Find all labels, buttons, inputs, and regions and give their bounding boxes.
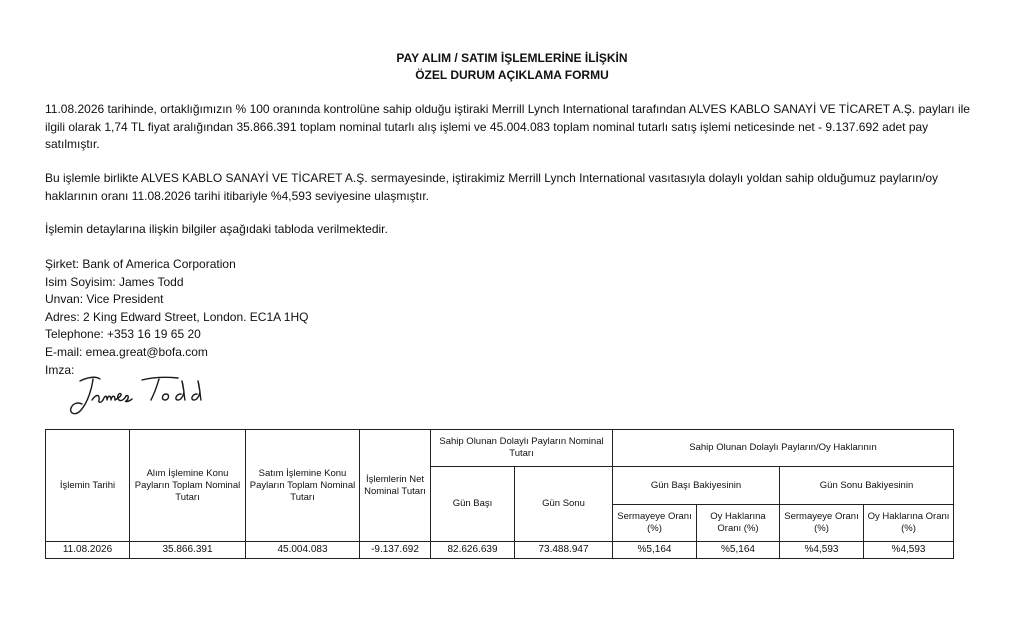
cell-start-vote-ratio: %5,164 xyxy=(697,542,780,559)
header-start-vote-ratio: Oy Haklarına Oranı (%) xyxy=(697,505,780,542)
cell-buy-total: 35.866.391 xyxy=(130,542,246,559)
transaction-table xyxy=(45,429,954,559)
header-held-nominal: Sahip Olunan Dolaylı Payların Nominal Tutarı xyxy=(431,430,613,467)
transaction-paragraph: 11.08.2026 tarihinde, ortaklığımızın % 100 oranında kontrolüne sahip olduğu iştiraki Merrill Lynch International tarafından ALVES KABLO SANAYİ VE TİCARET A.Ş. payları ile ilgili olarak 1,74 TL fiyat aralığından 35.866.391 toplam nominal tutarlı alış işlemi ve 45.004.083 toplam nominal tutarlı satış işlemi neticesinde net - 9.137.692 adet pay satılmıştır. xyxy=(45,102,970,151)
header-start-balance: Gün Başı Bakiyesinin xyxy=(613,467,780,505)
form-title-line-1: PAY ALIM / SATIM İŞLEMLERİNE İLİŞKİN xyxy=(396,51,628,65)
header-date: İşlemin Tarihi xyxy=(46,430,130,542)
holding-paragraph: Bu işlemle birlikte ALVES KABLO SANAYİ VE TİCARET A.Ş. sermayesinde, iştirakimiz Merrill Lynch International vasıtasıyla dolaylı yoldan sahip olduğumuz payların/oy haklarının oranı 11.08.2026 tarihi itibariyle %4,593 seviyesine ulaşmıştır. xyxy=(45,171,939,203)
cell-net-total: -9.137.692 xyxy=(360,542,431,559)
cell-sell-total: 45.004.083 xyxy=(246,542,360,559)
signature-label: Imza: xyxy=(45,362,75,377)
details-intro-paragraph: İşlemin detaylarına ilişkin bilgiler aşağıdaki tabloda verilmektedir. xyxy=(45,222,388,236)
email-line: E-mail: emea.great@bofa.com xyxy=(45,344,208,359)
cell-date: 11.08.2026 xyxy=(46,542,130,559)
form-title xyxy=(0,50,1024,84)
contact-block xyxy=(45,256,308,379)
form-title-line-2: ÖZEL DURUM AÇIKLAMA FORMU xyxy=(415,68,609,82)
phone-line: Telephone: +353 16 19 65 20 xyxy=(45,327,201,342)
header-ratio-group: Sahip Olunan Dolaylı Payların/Oy Haklarının xyxy=(613,430,954,467)
table-row xyxy=(46,542,954,559)
name-line: Isim Soyisim: James Todd xyxy=(45,274,184,289)
header-day-start: Gün Başı xyxy=(431,467,515,542)
header-net-total: İşlemlerin Net Nominal Tutarı xyxy=(360,430,431,542)
header-end-balance: Gün Sonu Bakiyesinin xyxy=(780,467,954,505)
title-line: Unvan: Vice President xyxy=(45,292,164,307)
header-sell-total: Satım İşlemine Konu Payların Toplam Nominal Tutarı xyxy=(246,430,360,542)
address-line: Adres: 2 King Edward Street, London. EC1A 1HQ xyxy=(45,309,309,324)
cell-day-start: 82.626.639 xyxy=(431,542,515,559)
cell-end-vote-ratio: %4,593 xyxy=(864,542,954,559)
header-start-capital-ratio: Sermayeye Oranı (%) xyxy=(613,505,697,542)
header-end-vote-ratio: Oy Haklarına Oranı (%) xyxy=(864,505,954,542)
handwritten-signature xyxy=(66,372,211,420)
header-day-end: Gün Sonu xyxy=(515,467,613,542)
header-end-capital-ratio: Sermayeye Oranı (%) xyxy=(780,505,864,542)
cell-end-capital-ratio: %4,593 xyxy=(780,542,864,559)
company-line: Şirket: Bank of America Corporation xyxy=(45,257,236,271)
cell-start-capital-ratio: %5,164 xyxy=(613,542,697,559)
cell-day-end: 73.488.947 xyxy=(515,542,613,559)
header-buy-total: Alım İşlemine Konu Payların Toplam Nominal Tutarı xyxy=(130,430,246,542)
